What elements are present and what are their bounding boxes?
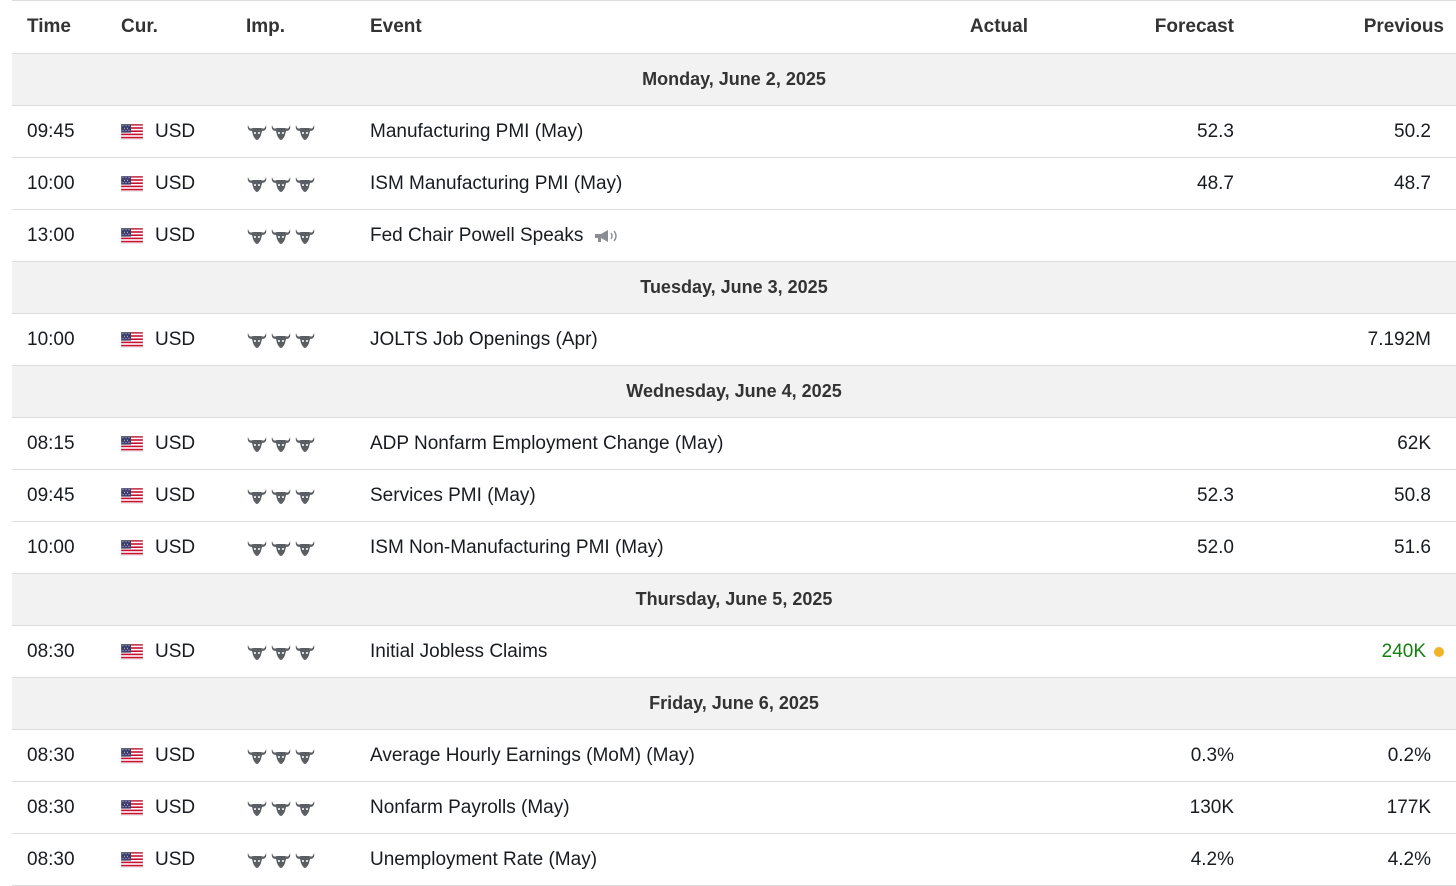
header-event[interactable]: Event: [370, 16, 422, 37]
currency-code: USD: [155, 744, 196, 766]
us-flag-icon: [121, 644, 143, 660]
bull-icon: [294, 227, 316, 245]
importance-rating: [246, 799, 316, 817]
bull-icon: [294, 643, 316, 661]
table-row[interactable]: [12, 782, 1456, 834]
us-flag-icon: [121, 176, 143, 192]
previous-value: 7.192M: [1367, 328, 1431, 350]
us-flag-icon: [121, 852, 143, 868]
bull-icon: [246, 643, 268, 661]
previous-value: 62K: [1397, 432, 1431, 454]
event-time: 08:30: [27, 744, 75, 766]
header-currency[interactable]: Cur.: [121, 16, 158, 37]
event-time: 08:15: [27, 432, 75, 454]
event-name-link[interactable]: Initial Jobless Claims: [370, 640, 548, 662]
table-row[interactable]: [12, 418, 1456, 470]
event-forecast: 0.3%: [1190, 744, 1234, 766]
event-previous: [1397, 433, 1431, 455]
event-time: 08:30: [27, 848, 75, 870]
currency-code: USD: [155, 796, 196, 818]
importance-rating: [246, 175, 316, 193]
day-header-row: [12, 574, 1456, 626]
event-name-cell: [370, 121, 583, 143]
event-time: 10:00: [27, 172, 75, 194]
event-name-cell: [370, 433, 723, 455]
bull-icon: [294, 175, 316, 193]
bull-icon: [270, 227, 292, 245]
event-currency: [121, 537, 195, 559]
currency-code: USD: [155, 328, 196, 350]
event-name-link[interactable]: Services PMI (May): [370, 484, 536, 506]
bull-icon: [246, 175, 268, 193]
importance-rating: [246, 227, 316, 245]
event-name-cell: [370, 537, 664, 559]
event-name-cell: [370, 745, 695, 767]
event-forecast: 130K: [1189, 796, 1234, 818]
event-forecast: 4.2%: [1190, 848, 1234, 870]
table-row[interactable]: [12, 834, 1456, 886]
header-importance[interactable]: Imp.: [246, 16, 286, 37]
header-forecast[interactable]: Forecast: [1154, 16, 1234, 37]
event-currency: [121, 797, 195, 819]
event-name-cell: [370, 849, 597, 871]
bull-icon: [294, 487, 316, 505]
currency-code: USD: [155, 484, 196, 506]
currency-code: USD: [155, 536, 196, 558]
event-currency: [121, 849, 195, 871]
bull-icon: [294, 539, 316, 557]
event-time: 13:00: [27, 224, 75, 246]
bull-icon: [294, 747, 316, 765]
event-name-cell: [370, 797, 570, 819]
event-name-link[interactable]: ISM Non-Manufacturing PMI (May): [370, 536, 664, 558]
event-name-link[interactable]: JOLTS Job Openings (Apr): [370, 328, 598, 350]
currency-code: USD: [155, 432, 196, 454]
bull-icon: [294, 435, 316, 453]
event-previous: [1387, 797, 1431, 819]
bull-icon: [270, 487, 292, 505]
bull-icon: [294, 331, 316, 349]
us-flag-icon: [121, 228, 143, 244]
bull-icon: [294, 851, 316, 869]
event-forecast: 48.7: [1197, 172, 1234, 194]
event-previous: [1382, 641, 1444, 663]
bull-icon: [270, 799, 292, 817]
importance-rating: [246, 123, 316, 141]
event-currency: [121, 433, 195, 455]
event-currency: [121, 745, 195, 767]
economic-calendar-table: [12, 0, 1456, 886]
bull-icon: [270, 851, 292, 869]
bull-icon: [246, 799, 268, 817]
table-row[interactable]: [12, 158, 1456, 210]
event-time: 10:00: [27, 536, 75, 558]
bull-icon: [246, 851, 268, 869]
event-name-cell: [370, 329, 598, 351]
table-row[interactable]: [12, 730, 1456, 782]
currency-code: USD: [155, 172, 196, 194]
us-flag-icon: [121, 332, 143, 348]
importance-rating: [246, 539, 316, 557]
day-label: Wednesday, June 4, 2025: [626, 381, 842, 401]
event-time: 10:00: [27, 328, 75, 350]
currency-code: USD: [155, 120, 196, 142]
event-name-cell: [370, 641, 547, 663]
event-name-cell: [370, 485, 536, 507]
event-currency: [121, 485, 195, 507]
importance-rating: [246, 747, 316, 765]
previous-value: 177K: [1386, 796, 1431, 818]
bull-icon: [270, 175, 292, 193]
event-name-link[interactable]: Manufacturing PMI (May): [370, 120, 584, 142]
event-currency: [121, 329, 195, 351]
bull-icon: [246, 435, 268, 453]
status-dot-icon: [1434, 647, 1444, 657]
event-currency: [121, 225, 195, 247]
day-header-row: [12, 262, 1456, 314]
event-time: 08:30: [27, 796, 75, 818]
bull-icon: [270, 539, 292, 557]
event-name-link[interactable]: Average Hourly Earnings (MoM) (May): [370, 744, 695, 766]
day-header-row: [12, 54, 1456, 106]
bull-icon: [270, 331, 292, 349]
event-name-link[interactable]: ADP Nonfarm Employment Change (May): [370, 432, 724, 454]
event-previous: [1388, 745, 1431, 767]
event-forecast: 52.3: [1197, 120, 1234, 142]
event-previous: [1368, 329, 1431, 351]
day-label: Tuesday, June 3, 2025: [640, 277, 828, 297]
previous-value: 48.7: [1394, 172, 1431, 194]
currency-code: USD: [155, 848, 196, 870]
previous-value: 0.2%: [1387, 744, 1431, 766]
bull-icon: [246, 747, 268, 765]
previous-value: 50.8: [1394, 484, 1431, 506]
event-currency: [121, 641, 195, 663]
previous-value: 51.6: [1394, 536, 1431, 558]
bull-icon: [246, 487, 268, 505]
bull-icon: [270, 123, 292, 141]
header-time[interactable]: Time: [27, 16, 72, 37]
table-row[interactable]: [12, 522, 1456, 574]
day-header-row: [12, 678, 1456, 730]
header-actual[interactable]: Actual: [969, 16, 1028, 37]
event-time: 09:45: [27, 120, 75, 142]
table-header: [12, 0, 1456, 54]
event-name-link[interactable]: Fed Chair Powell Speaks: [370, 224, 584, 246]
event-currency: [121, 173, 195, 195]
us-flag-icon: [121, 124, 143, 140]
event-name-link[interactable]: Nonfarm Payrolls (May): [370, 796, 570, 818]
event-previous: [1388, 849, 1431, 871]
speaker-icon: [593, 228, 621, 244]
table-row[interactable]: [12, 106, 1456, 158]
importance-rating: [246, 851, 316, 869]
bull-icon: [294, 123, 316, 141]
event-time: 08:30: [27, 640, 75, 662]
event-name-cell: [370, 173, 622, 195]
event-previous: [1394, 173, 1431, 195]
bull-icon: [246, 227, 268, 245]
bull-icon: [270, 747, 292, 765]
us-flag-icon: [121, 488, 143, 504]
us-flag-icon: [121, 748, 143, 764]
event-forecast: 52.3: [1197, 484, 1234, 506]
event-previous: [1394, 537, 1431, 559]
table-row[interactable]: [12, 470, 1456, 522]
us-flag-icon: [121, 436, 143, 452]
importance-rating: [246, 487, 316, 505]
us-flag-icon: [121, 540, 143, 556]
event-currency: [121, 121, 195, 143]
bull-icon: [270, 435, 292, 453]
currency-code: USD: [155, 224, 196, 246]
bull-icon: [246, 331, 268, 349]
table-row[interactable]: [12, 210, 1456, 262]
bull-icon: [246, 123, 268, 141]
importance-rating: [246, 331, 316, 349]
event-name-link[interactable]: ISM Manufacturing PMI (May): [370, 172, 623, 194]
previous-value: 50.2: [1394, 120, 1431, 142]
day-label: Monday, June 2, 2025: [642, 69, 826, 89]
table-body: [12, 54, 1456, 886]
importance-rating: [246, 643, 316, 661]
day-label: Thursday, June 5, 2025: [635, 589, 833, 609]
us-flag-icon: [121, 800, 143, 816]
importance-rating: [246, 435, 316, 453]
day-header-row: [12, 366, 1456, 418]
bull-icon: [246, 539, 268, 557]
event-previous: [1394, 121, 1431, 143]
table-row[interactable]: [12, 314, 1456, 366]
header-previous[interactable]: Previous: [1363, 16, 1444, 37]
event-time: 09:45: [27, 484, 75, 506]
day-label: Friday, June 6, 2025: [649, 693, 819, 713]
previous-value: 240K: [1381, 640, 1426, 662]
bull-icon: [294, 799, 316, 817]
currency-code: USD: [155, 640, 196, 662]
event-forecast: 52.0: [1197, 536, 1234, 558]
event-previous: [1394, 485, 1431, 507]
table-row[interactable]: [12, 626, 1456, 678]
previous-value: 4.2%: [1387, 848, 1431, 870]
event-name-cell: [370, 225, 621, 247]
bull-icon: [270, 643, 292, 661]
event-name-link[interactable]: Unemployment Rate (May): [370, 848, 598, 870]
